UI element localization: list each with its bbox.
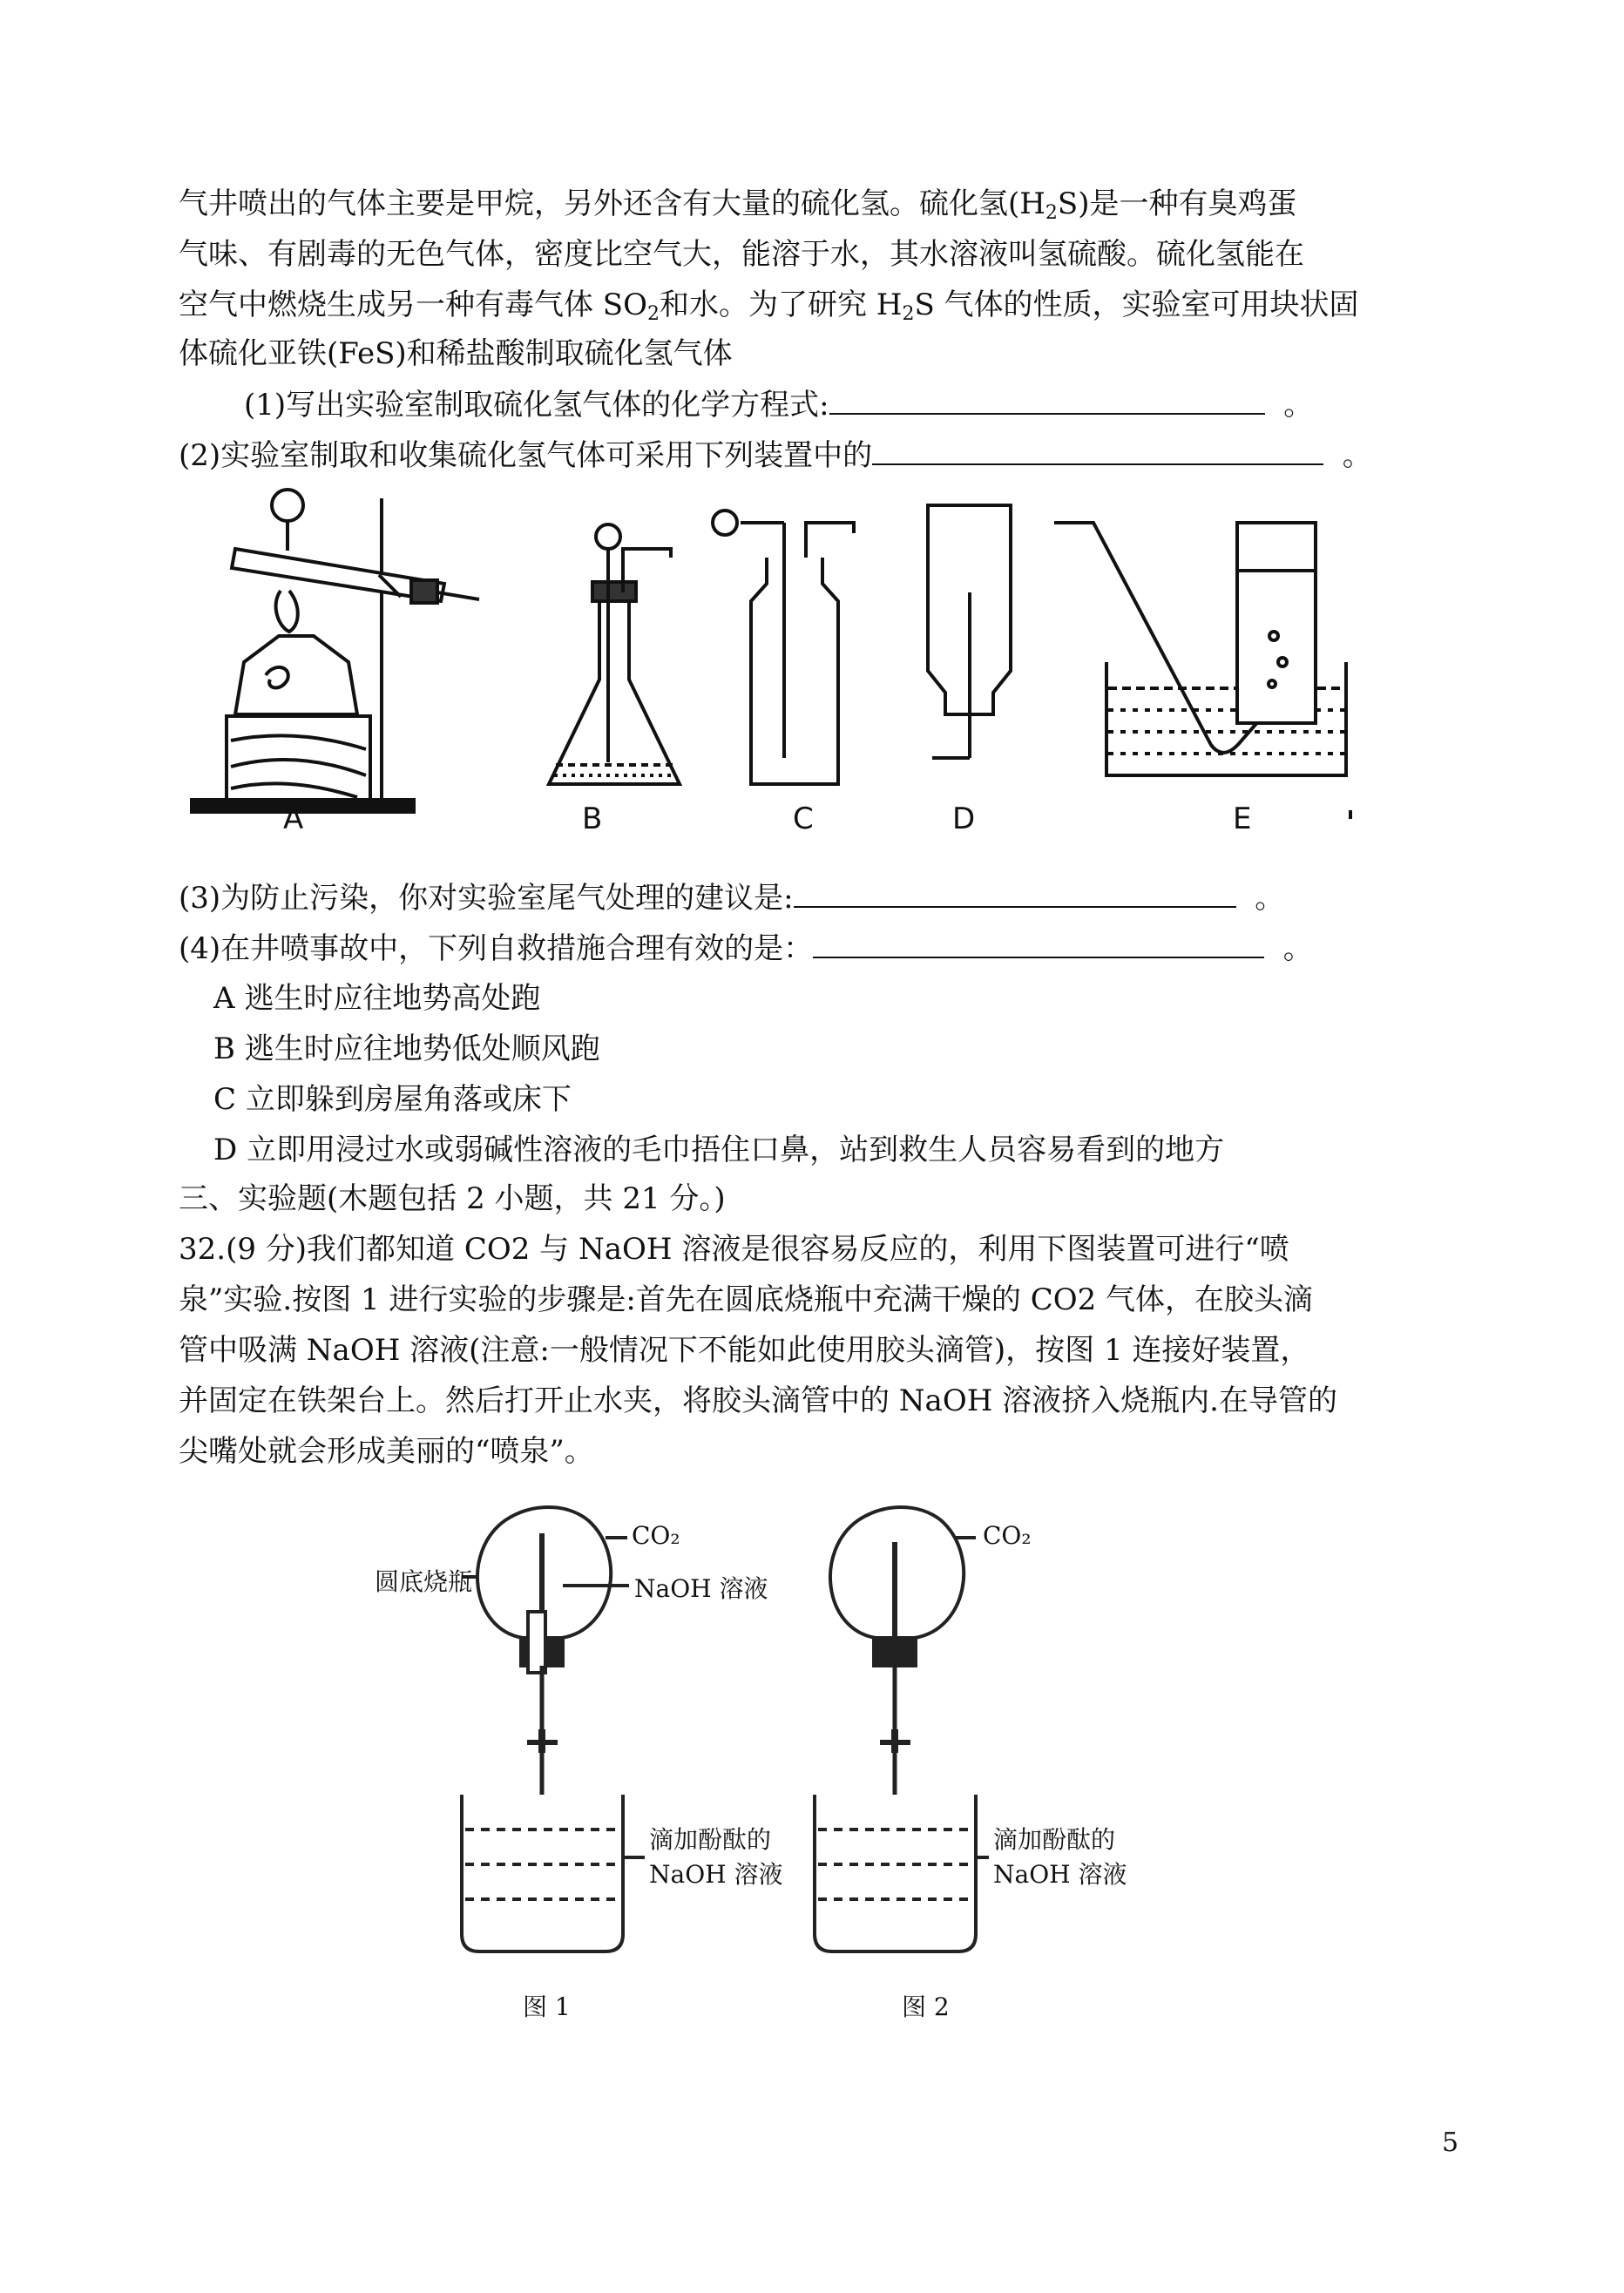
period: 。: [1342, 438, 1372, 473]
option-c: C 立即躲到房屋角落或床下: [213, 1082, 572, 1117]
figure1-beaker-label-1: 滴加酚酞的: [649, 1825, 772, 1854]
figure1-naoh-label: NaOH 溶液: [634, 1574, 768, 1603]
question-1: [244, 387, 1313, 423]
intro-line-4: 体硫化亚铁(FeS)和稀盐酸制取硫化氢气体: [179, 336, 733, 371]
subscript: 2: [902, 303, 915, 325]
figure2-caption: 图 2: [902, 1992, 950, 2021]
problem-32-line-2: 泉”实验.按图 1 进行实验的步骤是:首先在圆底烧瓶中充满干燥的 CO2 气体，在胶头滴: [179, 1282, 1314, 1317]
figure2-beaker-label-2: NaOH 溶液: [993, 1860, 1127, 1889]
apparatus-label-a: A: [283, 802, 304, 836]
apparatus-label-c: C: [793, 802, 814, 836]
apparatus-label-d: D: [952, 802, 976, 836]
question-text: (1)写出实验室制取硫化氢气体的化学方程式:: [244, 388, 829, 423]
section-heading: 三、实验题(木题包括 2 小题，共 21 分。): [179, 1181, 726, 1216]
figure1-co2-label: CO₂: [632, 1521, 680, 1550]
figure2-co2-label: CO₂: [983, 1521, 1032, 1550]
question-text: (3)为防止污染，你对实验室尾气处理的建议是:: [179, 881, 794, 916]
apparatus-label-b: B: [582, 802, 603, 836]
question-text: (4)在井喷事故中，下列自救措施合理有效的是：: [179, 931, 814, 966]
answer-blank[interactable]: [829, 387, 1265, 415]
period: 。: [1283, 388, 1314, 423]
option-b: B 逃生时应往地势低处顺风跑: [213, 1032, 600, 1066]
period: 。: [1255, 881, 1285, 916]
question-4: [179, 930, 1313, 966]
subscript: 2: [1045, 202, 1058, 224]
question-3: [179, 880, 1284, 916]
intro-text: 气井喷出的气体主要是甲烷，另外还含有大量的硫化氢。硫化氢(H: [179, 186, 1045, 221]
subscript: 2: [646, 303, 660, 325]
problem-32-line-1: 32.(9 分)我们都知道 CO2 与 NaOH 溶液是很容易反应的，利用下图装置可进行“喷: [179, 1232, 1289, 1267]
option-d: D 立即用浸过水或弱碱性溶液的毛巾捂住口鼻，站到救生人员容易看到的地方: [213, 1133, 1225, 1167]
fountain-figure: [375, 1481, 1159, 2021]
figure1-beaker-label-2: NaOH 溶液: [649, 1860, 783, 1889]
intro-line-3: [179, 287, 1359, 325]
page-number: 5: [1442, 2127, 1459, 2158]
option-a: A 逃生时应往地势高处跑: [213, 981, 541, 1016]
problem-32-line-4: 并固定在铁架台上。然后打开止水夹，将胶头滴管中的 NaOH 溶液挤入烧瓶内.在导管的: [179, 1383, 1337, 1418]
answer-blank[interactable]: [872, 437, 1323, 465]
period: 。: [1282, 931, 1313, 966]
answer-blank[interactable]: [794, 880, 1236, 908]
figure2-beaker-label-1: 滴加酚酞的: [993, 1825, 1116, 1854]
figure1-flask-label: 圆底烧瓶: [375, 1567, 473, 1596]
problem-32-line-5: 尖嘴处就会形成美丽的“喷泉”。: [179, 1434, 594, 1469]
apparatus-label-e: E: [1233, 802, 1252, 836]
intro-line-1: [179, 186, 1297, 224]
question-2: [179, 437, 1372, 473]
intro-text: 空气中燃烧生成另一种有毒气体 SO: [179, 287, 647, 322]
intro-text: S)是一种有臭鸡蛋: [1057, 186, 1297, 221]
intro-line-2: 气味、有剧毒的无色气体，密度比空气大，能溶于水，其水溶液叫氢硫酸。硫化氢能在: [179, 237, 1304, 272]
apparatus-figure: [183, 488, 1377, 854]
question-text: (2)实验室制取和收集硫化氢气体可采用下列装置中的: [179, 438, 873, 473]
intro-text: 和水。为了研究 H: [659, 287, 903, 322]
answer-blank[interactable]: [813, 930, 1264, 958]
intro-text: S 气体的性质，实验室可用块状固: [914, 287, 1359, 322]
problem-32-line-3: 管中吸满 NaOH 溶液(注意:一般情况下不能如此使用胶头滴管)，按图 1 连接好装置，: [179, 1333, 1310, 1368]
figure1-caption: 图 1: [523, 1992, 571, 2021]
